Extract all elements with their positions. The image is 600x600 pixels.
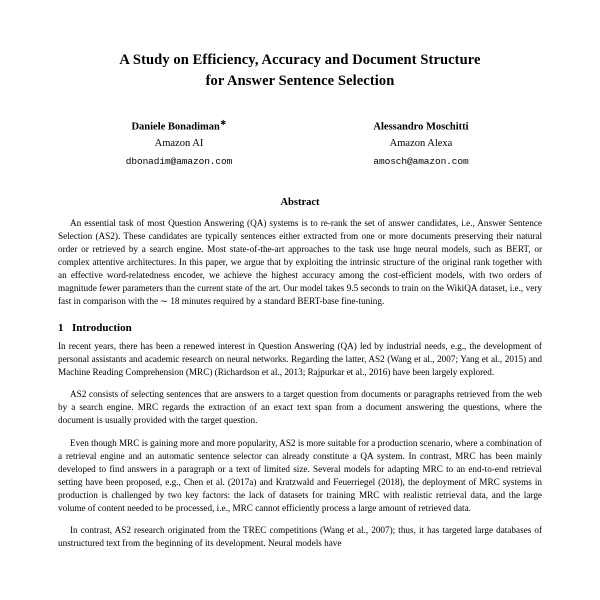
author-affiliation: Amazon Alexa	[389, 137, 453, 149]
section-title: Introduction	[72, 321, 132, 334]
author-name	[300, 118, 542, 133]
author-name-text: Daniele Bonadiman	[131, 121, 220, 133]
author-block	[58, 118, 542, 167]
paragraph: Even though MRC is gaining more and more popularity, AS2 is more suitable for a production scenario, where a combination of a retrieval engine and an automatic sentence selector can already constitute a QA system. In contrast, MRC has been mainly developed to find answers in a paragraph or a text of limited size. Several models for adapting MRC to an end-to-end retrieval setting have been proposed, e.g., Chen et al. (2017a) and Kratzwald and Feuerriegel (2018), the deployment of MRC systems in production is challenged by two key factors: the lack of datasets for training MRC with realistic retrieval data, and the large volume of content needed to be processed, i.e., MRC cannot efficiently process a large amount of retrieved data.	[58, 437, 542, 514]
section-number: 1	[58, 321, 64, 334]
author-email[interactable]: amosch@amazon.com	[373, 155, 469, 167]
author-affiliation: Amazon AI	[154, 137, 204, 149]
author-entry	[58, 118, 300, 167]
paragraph: AS2 consists of selecting sentences that are answers to a target question from documents or paragraphs retrieved from the web by a search engine. MRC regards the extraction of an exact text span from a document answering the questions, where the document is usually provided with the target question.	[58, 389, 542, 426]
section-heading-introduction	[58, 322, 542, 334]
page-title	[58, 50, 542, 92]
author-email[interactable]: dbonadim@amazon.com	[125, 155, 233, 167]
author-name-text: Alessandro Moschitti	[373, 121, 469, 133]
title-line-1: A Study on Efficiency, Accuracy and Document Structure	[119, 52, 481, 68]
paragraph: In recent years, there has been a renewed interest in Question Answering (QA) led by industrial needs, e.g., the development of personal assistants and academic research on neural networks. Regarding the latter, AS2 (Wang et al., 2007; Yang et al., 2015) and Machine Reading Comprehension (MRC) (Richardson et al., 2013; Rajpurkar et al., 2016) have been largely explored.	[58, 340, 542, 378]
paragraph: In contrast, AS2 research originated from the TREC competitions (Wang et al., 2007); thus, it has targeted large databases of unstructured text from the beginning of its development. Neural models have	[58, 525, 542, 549]
abstract-text: An essential task of most Question Answering (QA) systems is to re-rank the set of answer candidates, i.e., Answer Sentence Selection (AS2). These candidates are typically sentences either extracted from one or more documents preserving their natural order or retrieved by a search engine. Most state-of-the-art approaches to the task use huge neural models, such as BERT, or complex attentive architectures. In this paper, we argue that by exploiting the intrinsic structure of the original rank together with an effective word-relatedness encoder, we achieve the highest accuracy among the cost-efficient models, with two orders of magnitude fewer parameters than the current state of the art. Our model takes 9.5 seconds to train on the WikiQA dataset, i.e., very fast in comparison with the ∼ 18 minutes required by a standard BERT-base fine-tuning.	[58, 217, 542, 306]
author-footnote-symbol: ∗	[219, 118, 227, 128]
author-entry	[300, 118, 542, 167]
title-line-2: for Answer Sentence Selection	[205, 73, 395, 90]
abstract-heading: Abstract	[280, 196, 320, 208]
author-name	[58, 118, 300, 133]
